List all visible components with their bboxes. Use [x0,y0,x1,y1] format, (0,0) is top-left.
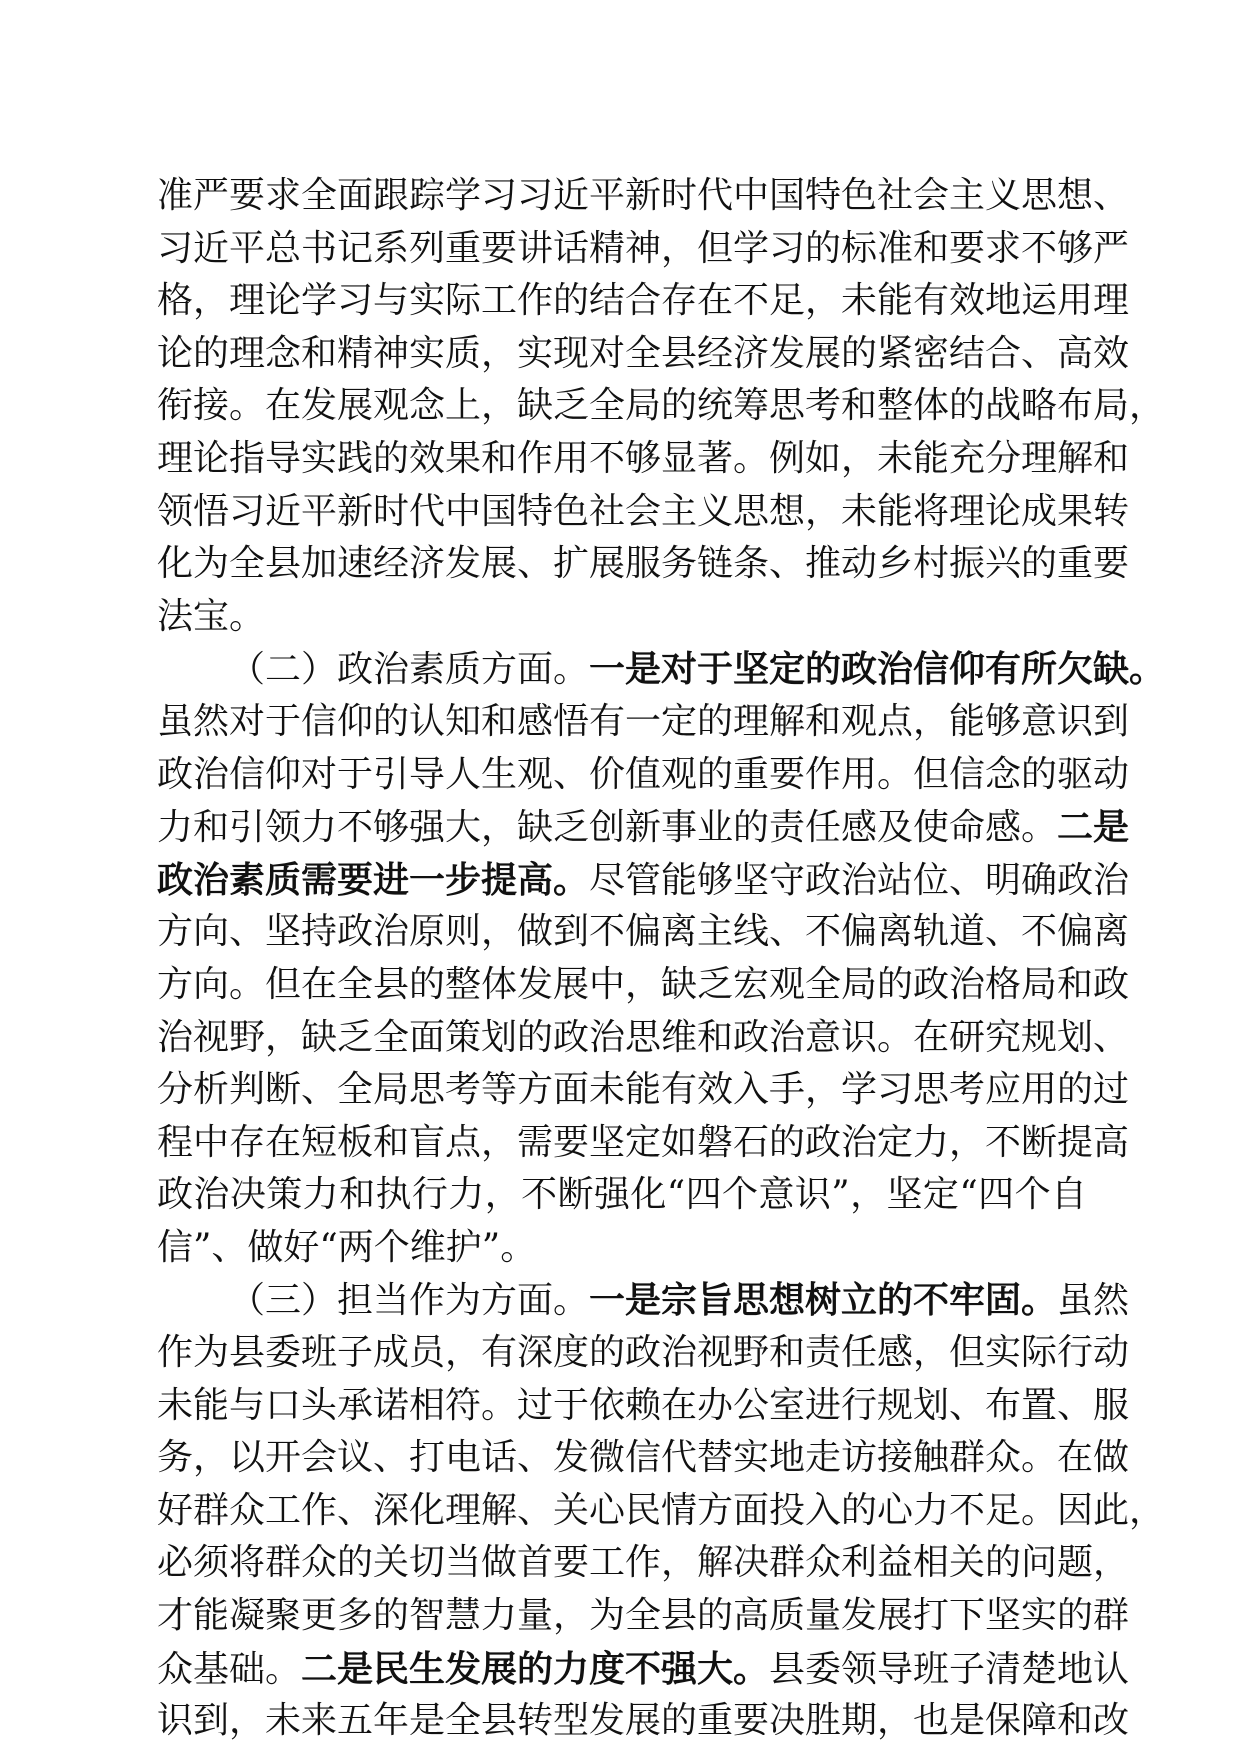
text-line [157,696,1130,749]
text-line [157,801,1130,854]
text-line [157,749,1130,802]
text-line [157,1695,1130,1748]
text-line [157,1432,1130,1485]
text-line [157,1485,1166,1538]
key-point: 一是对于坚定的政治信仰有所欠缺。 [589,648,1166,691]
text-run: 信”、做好“两个维护”。 [157,1226,537,1268]
text-run: 未能与口头承诺相符。过于依赖在办公室进行规划、布置、服 [157,1384,1130,1426]
section-heading-line [157,1274,1130,1327]
text-run: 才能凝聚更多的智慧力量，为全县的高质量发展打下坚实的群 [157,1595,1130,1637]
text-line [157,1064,1130,1117]
text-run: 必须将群众的关切当做首要工作，解决群众利益相关的问题， [157,1542,1130,1584]
text-run: 务，以开会议、打电话、发微信代替实地走访接触群众。在做 [157,1437,1130,1479]
text-run: 力和引领力不够强大，缺乏创新事业的责任感及使命感。 [157,807,1058,849]
text-run: 虽然对于信仰的认知和感悟有一定的理解和观点，能够意识到 [157,700,1130,742]
text-line [157,1222,1087,1275]
text-run: 领悟习近平新时代中国特色社会主义思想，未能将理论成果转 [157,490,1130,532]
text-run: 识到，未来五年是全县转型发展的重要决胜期，也是保障和改 [157,1700,1130,1742]
text-line [157,1643,1130,1696]
section-heading: （三）担当作为方面。 [229,1280,590,1322]
text-run: 虽然 [1057,1280,1130,1322]
text-line [157,1169,1087,1222]
text-run: 政治信仰对于引导人生观、价值观的重要作用。但信念的驱动 [157,753,1130,795]
text-run: 论的理念和精神实质，实现对全县经济发展的紧密结合、高效 [157,332,1130,374]
text-run: 众基础。 [157,1648,302,1690]
text-run: 准严要求全面跟踪学习习近平新时代中国特色社会主义思想、 [157,175,1130,216]
text-line [157,538,1130,591]
text-run: 方向。但在全县的整体发展中，缺乏宏观全局的政治格局和政 [157,963,1130,1005]
text-line [157,170,1130,223]
text-line [157,1327,1130,1380]
text-run: 治视野，缺乏全面策划的政治思维和政治意识。在研究规划、 [157,1016,1130,1058]
key-point: 政治素质需要进一步提高。 [157,858,590,901]
section-heading: （二）政治素质方面。 [229,649,590,691]
text-line [157,906,1130,959]
body-text [157,170,1166,1748]
text-run: 尽管能够坚守政治站位、明确政治 [589,859,1130,901]
text-run: 好群众工作、深化理解、关心民情方面投入的心力不足。因此， [157,1489,1166,1531]
section-heading-line [157,643,1166,696]
text-line [157,486,1130,539]
key-point: 一是宗旨思想树立的不牢固。 [589,1279,1058,1322]
text-run: 方向、坚持政治原则，做到不偏离主线、不偏离轨道、不偏离 [157,911,1130,953]
text-line [157,275,1130,328]
text-line [157,591,1087,644]
text-line [157,433,1130,486]
text-run: 程中存在短板和盲点，需要坚定如磐石的政治定力，不断提高 [157,1121,1130,1163]
text-run: 分析判断、全局思考等方面未能有效入手，学习思考应用的过 [157,1069,1130,1111]
text-line [157,328,1130,381]
text-run: 作为县委班子成员，有深度的政治视野和责任感，但实际行动 [157,1332,1130,1374]
text-run: 习近平总书记系列重要讲话精神，但学习的标准和要求不够严 [157,227,1130,269]
text-line [157,1537,1130,1590]
text-line [157,1117,1130,1170]
text-run: 格，理论学习与实际工作的结合存在不足，未能有效地运用理 [157,280,1130,322]
text-run: 衔接。在发展观念上，缺乏全局的统筹思考和整体的战略布局， [157,385,1166,427]
key-point: 二是 [1057,806,1130,849]
text-line [157,1012,1130,1065]
text-run: 化为全县加速经济发展、扩展服务链条、推动乡村振兴的重要 [157,543,1130,585]
text-line [157,1380,1130,1433]
text-run: 县委领导班子清楚地认 [769,1648,1130,1690]
text-line [157,959,1130,1012]
text-line [157,854,1130,907]
text-line [157,380,1166,433]
text-run: 政治决策力和执行力，不断强化“四个意识”，坚定“四个自 [157,1174,1087,1216]
text-line [157,1590,1130,1643]
text-run: 理论指导实践的效果和作用不够显著。例如，未能充分理解和 [157,437,1130,479]
text-line [157,223,1130,276]
key-point: 二是民生发展的力度不强大。 [301,1647,770,1690]
text-run: 法宝。 [157,595,266,637]
